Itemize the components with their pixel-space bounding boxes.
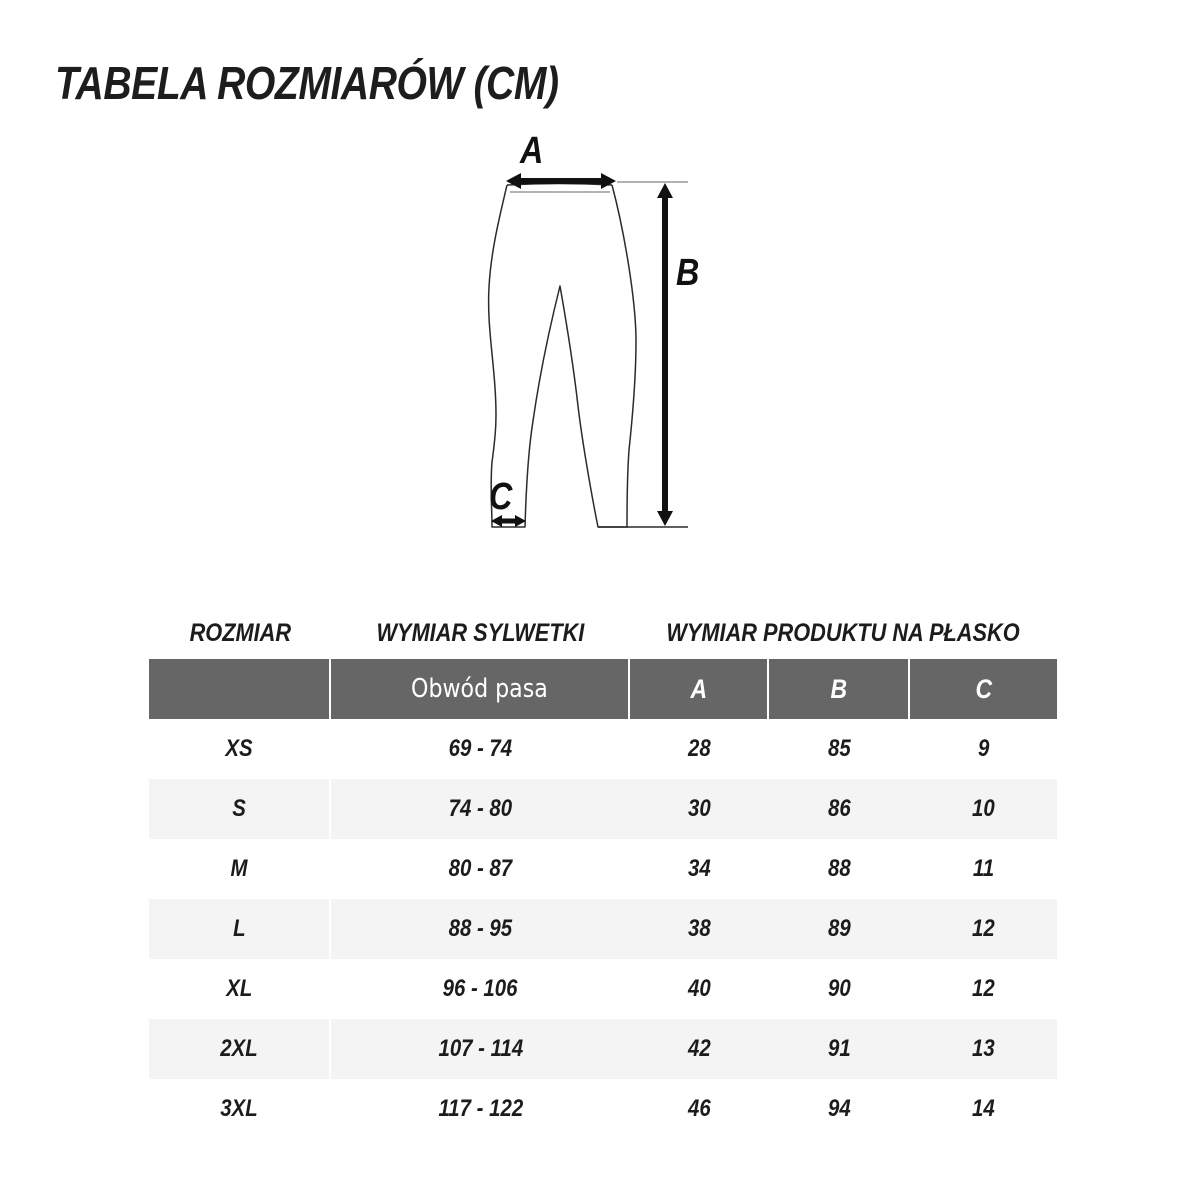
measure-a-value: 38 — [688, 915, 711, 942]
waist-range-cell — [331, 839, 630, 899]
measure-c-cell — [910, 1079, 1057, 1139]
group-header-rozmiar — [149, 619, 331, 648]
waist-range-cell — [331, 719, 630, 779]
header-b-label: B — [830, 673, 847, 704]
length-arrow-b — [657, 183, 673, 526]
waist-range-cell — [331, 1019, 630, 1079]
size-cell — [149, 1019, 331, 1079]
size-value: XS — [225, 735, 253, 762]
size-cell — [149, 779, 331, 839]
measure-b-value: 94 — [828, 1095, 851, 1122]
measure-b-value: 85 — [828, 735, 851, 762]
size-cell — [149, 959, 331, 1019]
measure-c-value: 14 — [972, 1095, 995, 1122]
header-waist-label: Obwód pasa — [411, 674, 548, 704]
measure-a-value: 28 — [688, 735, 711, 762]
header-cell-waist — [331, 659, 630, 719]
header-cell-size — [149, 659, 331, 719]
header-cell-a — [630, 659, 769, 719]
measure-c-value: 11 — [972, 855, 995, 882]
width-arrow-a — [506, 173, 616, 189]
waist-value: 96 - 106 — [443, 975, 518, 1002]
measure-a-value: 30 — [688, 795, 711, 822]
measure-b-value: 88 — [828, 855, 851, 882]
size-value: XL — [225, 975, 253, 1002]
waist-value: 117 - 122 — [438, 1095, 523, 1122]
size-value: 3XL — [220, 1095, 258, 1122]
size-value: 2XL — [220, 1035, 258, 1062]
table-row — [149, 959, 1057, 1019]
size-cell — [149, 1079, 331, 1139]
measure-a-cell — [630, 719, 769, 779]
measure-a-cell — [630, 1079, 769, 1139]
waist-value: 74 - 80 — [448, 795, 513, 822]
measure-c-value: 13 — [972, 1035, 995, 1062]
measure-b-value: 90 — [828, 975, 851, 1002]
size-value: S — [232, 795, 246, 822]
measure-b-value: 89 — [828, 915, 851, 942]
measure-a-cell — [630, 779, 769, 839]
measure-b-value: 86 — [828, 795, 851, 822]
measure-b-cell — [769, 1019, 910, 1079]
dimension-label-b: B — [676, 252, 700, 294]
measure-b-cell — [769, 839, 910, 899]
measure-c-cell — [910, 839, 1057, 899]
table-row — [149, 1019, 1057, 1079]
dimension-label-a: A — [520, 130, 544, 172]
waist-value: 107 - 114 — [438, 1035, 523, 1062]
size-value: M — [230, 855, 248, 882]
measure-b-cell — [769, 899, 910, 959]
header-cell-c — [910, 659, 1057, 719]
size-value: L — [232, 915, 246, 942]
measure-c-cell — [910, 899, 1057, 959]
group-header-rozmiar-label: ROZMIAR — [189, 619, 291, 647]
group-header-wymiar-produktu — [630, 619, 1057, 648]
size-cell — [149, 839, 331, 899]
size-cell — [149, 899, 331, 959]
measure-c-value: 12 — [972, 975, 995, 1002]
table-row — [149, 899, 1057, 959]
measure-a-value: 42 — [688, 1035, 711, 1062]
waist-range-cell — [331, 899, 630, 959]
header-c-label: C — [975, 673, 992, 704]
dimension-label-c: C — [489, 476, 513, 518]
table-group-headers — [149, 608, 1057, 659]
measure-c-value: 12 — [972, 915, 995, 942]
measure-b-value: 91 — [828, 1035, 851, 1062]
measure-a-cell — [630, 1019, 769, 1079]
measure-c-cell — [910, 779, 1057, 839]
measure-a-cell — [630, 899, 769, 959]
measure-a-value: 40 — [688, 975, 711, 1002]
waist-range-cell — [331, 959, 630, 1019]
table-row — [149, 719, 1057, 779]
measure-a-value: 46 — [688, 1095, 711, 1122]
measure-b-cell — [769, 959, 910, 1019]
leggings-outline-icon — [430, 125, 720, 545]
header-cell-b — [769, 659, 910, 719]
page-title: TABELA ROZMIARÓW (CM) — [55, 57, 559, 109]
measure-b-cell — [769, 779, 910, 839]
measure-c-value: 10 — [972, 795, 995, 822]
size-cell — [149, 719, 331, 779]
table-row — [149, 779, 1057, 839]
waist-value: 69 - 74 — [448, 735, 513, 762]
table-row — [149, 839, 1057, 899]
group-header-wymiar-produktu-label: WYMIAR PRODUKTU NA PŁASKO — [666, 619, 1021, 647]
waist-range-cell — [331, 1079, 630, 1139]
group-header-wymiar-sylwetki — [331, 619, 630, 648]
measure-c-cell — [910, 959, 1057, 1019]
measure-c-value: 9 — [977, 735, 990, 762]
measure-b-cell — [769, 719, 910, 779]
measure-a-cell — [630, 959, 769, 1019]
waist-value: 80 - 87 — [448, 855, 513, 882]
measure-a-value: 34 — [688, 855, 711, 882]
waist-value: 88 - 95 — [448, 915, 513, 942]
measure-c-cell — [910, 1019, 1057, 1079]
header-a-label: A — [690, 673, 707, 704]
waist-range-cell — [331, 779, 630, 839]
group-header-wymiar-sylwetki-label: WYMIAR SYLWETKI — [376, 619, 585, 647]
table-row — [149, 1079, 1057, 1139]
measure-c-cell — [910, 719, 1057, 779]
measure-a-cell — [630, 839, 769, 899]
size-table — [149, 608, 1057, 1139]
measure-b-cell — [769, 1079, 910, 1139]
table-header-row — [149, 659, 1057, 719]
